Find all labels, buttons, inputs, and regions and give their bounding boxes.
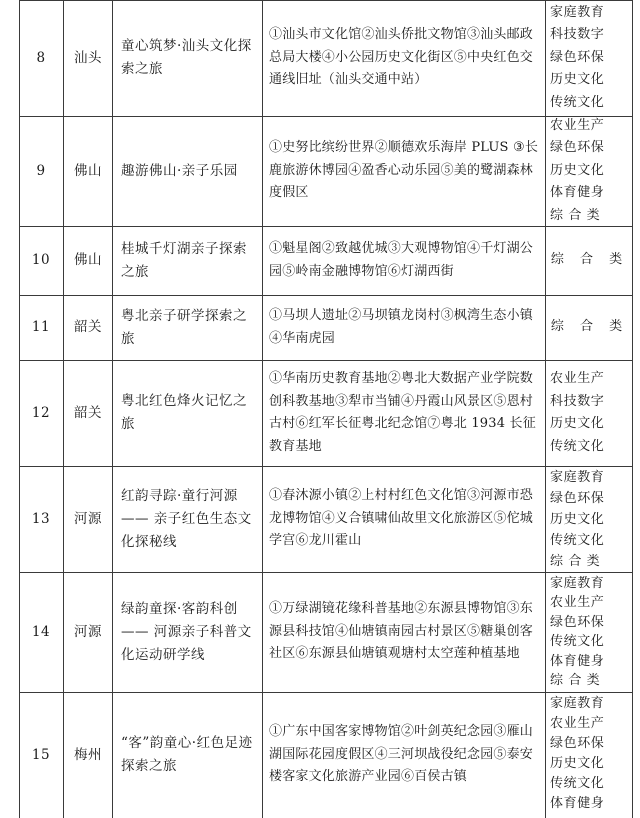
route-name-text: 粤北亲子研学探索之旅 xyxy=(121,307,247,347)
route-categories xyxy=(546,360,633,466)
category-tag: 传统文化 xyxy=(550,438,605,454)
route-sites xyxy=(263,116,545,226)
category-tag: 综 合 类 xyxy=(550,252,629,268)
row-number: 8 xyxy=(36,49,46,66)
route-name xyxy=(113,0,262,116)
row-city: 河源 xyxy=(74,510,102,527)
category-tag: 综 合 类 xyxy=(550,673,601,688)
route-categories xyxy=(546,572,633,692)
row-city: 佛山 xyxy=(74,162,102,179)
category-tag: 综 合 类 xyxy=(550,553,601,569)
route-name-text: 趣游佛山·亲子乐园 xyxy=(121,162,238,179)
route-sites-text: ①魁星阁②致越优城③大观博物馆④千灯湖公园⑤岭南金融博物馆⑥灯湖西街 xyxy=(269,241,534,279)
table-row xyxy=(0,116,640,226)
category-tag: 家庭教育 xyxy=(550,575,605,591)
category-tag: 绿色环保 xyxy=(550,49,605,65)
route-sites xyxy=(263,360,545,466)
route-name-text: 桂城千灯湖亲子探索之旅 xyxy=(121,240,247,280)
route-name xyxy=(113,360,262,466)
category-tag: 综 合 类 xyxy=(550,319,629,335)
table-row xyxy=(0,692,640,818)
category-tag: 传统文化 xyxy=(550,776,605,791)
category-tag: 科技数字 xyxy=(550,27,605,43)
route-sites xyxy=(263,0,545,116)
category-tag: 历史文化 xyxy=(550,72,605,88)
route-sites-text: ①华南历史教育基地②粤北大数据产业学院数创科教基地③犁市当铺④丹霞山风景区⑤恩村古村⑥红军长征粤北纪念馆⑦粤北 1934 长征教育基地 xyxy=(269,371,536,454)
table-row xyxy=(0,466,640,572)
route-sites-text: ①汕头市文化馆②汕头侨批文物馆③汕头邮政总局大楼④小公园历史文化街区⑤中央红色交通线旧址（汕头交通中站） xyxy=(269,27,534,88)
category-tag: 家庭教育 xyxy=(550,469,605,485)
row-number: 10 xyxy=(31,252,51,268)
route-sites-text: ①春沐源小镇②上村村红色文化馆③河源市恐龙博物馆④义合镇啸仙故里文化旅游区⑤佗城学宫⑥龙川霍山 xyxy=(269,488,534,549)
route-sites-text: ①史努比缤纷世界②顺德欢乐海岸 PLUS ③长鹿旅游休博园④盈香心动乐园⑤美的鹭湖森林度假区 xyxy=(269,140,539,201)
category-tag: 家庭教育 xyxy=(550,4,605,20)
route-name-text: 绿韵童探·客韵科创—— 河源亲子科普文化运动研学线 xyxy=(121,600,252,663)
table-row xyxy=(0,0,640,116)
category-tag: 农业生产 xyxy=(550,595,605,610)
category-tag: 农业生产 xyxy=(550,716,605,731)
route-categories xyxy=(546,466,633,572)
row-number: 14 xyxy=(31,623,51,640)
category-tag: 历史文化 xyxy=(550,511,605,527)
route-categories xyxy=(546,692,633,818)
route-name xyxy=(113,572,262,692)
category-tag: 历史文化 xyxy=(550,756,605,771)
table-row xyxy=(0,572,640,692)
category-tag: 历史文化 xyxy=(550,162,605,178)
row-number: 12 xyxy=(31,404,51,421)
category-tag: 体育健身 xyxy=(550,185,605,201)
route-sites xyxy=(263,692,545,818)
row-number: 11 xyxy=(31,319,51,335)
route-name-text: 红韵寻踪·童行河源—— 亲子红色生态文化探秘线 xyxy=(121,487,252,550)
category-tag: 传统文化 xyxy=(550,94,605,110)
row-number: 15 xyxy=(31,746,51,763)
table-row xyxy=(0,360,640,466)
route-name xyxy=(113,295,262,360)
route-categories xyxy=(546,116,633,226)
category-tag: 绿色环保 xyxy=(550,614,605,630)
table-row xyxy=(0,295,640,360)
route-sites xyxy=(263,466,545,572)
category-tag: 绿色环保 xyxy=(550,736,605,751)
category-tag: 传统文化 xyxy=(550,532,605,548)
category-tag: 体育健身 xyxy=(550,796,605,811)
route-sites-text: ①万绿湖镜花缘科普基地②东源县博物馆③东源县科技馆④仙塘镇南园古村景区⑤糖巢创客社区⑥东源县仙塘镇观塘村太空莲种植基地 xyxy=(269,601,534,662)
row-city: 梅州 xyxy=(74,746,102,763)
route-sites xyxy=(263,572,545,692)
category-tag: 绿色环保 xyxy=(550,140,605,156)
route-sites xyxy=(263,226,545,295)
category-tag: 体育健身 xyxy=(550,653,605,669)
route-sites xyxy=(263,295,545,360)
route-sites-text: ①马坝人遗址②马坝镇龙岗村③枫湾生态小镇④华南虎园 xyxy=(269,308,534,346)
category-tag: 绿色环保 xyxy=(550,490,605,506)
row-city: 韶关 xyxy=(74,319,102,335)
route-name-text: 粤北红色烽火记忆之旅 xyxy=(121,393,247,432)
route-categories xyxy=(546,295,633,360)
category-tag: 历史文化 xyxy=(550,416,605,431)
route-sites-text: ①广东中国客家博物馆②叶剑英纪念园③雁山湖国际花园度假区④三河坝战役纪念园⑤泰安楼客家文化旅游产业园⑥百侯古镇 xyxy=(269,724,534,785)
route-name xyxy=(113,116,262,226)
route-name xyxy=(113,692,262,818)
route-categories xyxy=(546,0,633,116)
category-tag: 农业生产 xyxy=(550,371,605,386)
route-name xyxy=(113,226,262,295)
row-city: 佛山 xyxy=(74,252,102,268)
route-name xyxy=(113,466,262,572)
category-tag: 综 合 类 xyxy=(550,207,601,223)
row-city: 河源 xyxy=(74,623,102,640)
table-row xyxy=(0,226,640,295)
category-tag: 家庭教育 xyxy=(550,696,605,711)
category-tag: 科技数字 xyxy=(550,393,605,409)
row-city: 韶关 xyxy=(74,404,102,421)
route-categories xyxy=(546,226,633,295)
route-name-text: 童心筑梦·汕头文化探索之旅 xyxy=(121,38,252,77)
row-number: 13 xyxy=(31,510,51,527)
row-number: 9 xyxy=(36,162,46,179)
row-city: 汕头 xyxy=(74,49,102,66)
route-name-text: “客”韵童心·红色足迹探索之旅 xyxy=(121,735,253,774)
category-tag: 传统文化 xyxy=(550,634,605,649)
category-tag: 农业生产 xyxy=(550,117,605,133)
